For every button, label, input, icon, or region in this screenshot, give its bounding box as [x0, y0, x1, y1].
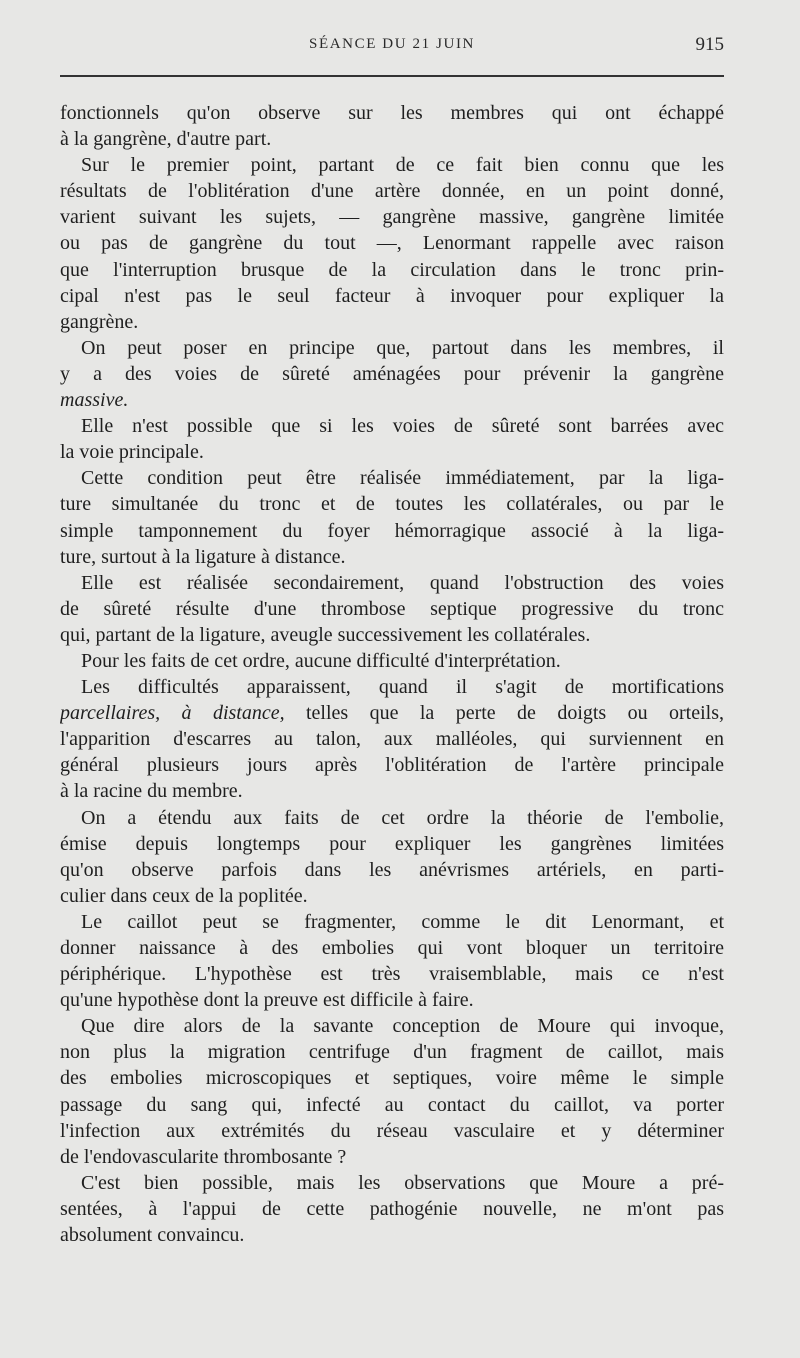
text-line: Les difficultés apparaissent, quand il s'agit de mortifications — [81, 676, 724, 699]
text-line: Elle n'est possible que si les voies de sûreté sont barrées avec — [81, 415, 724, 438]
text-line: général plusieurs jours après l'oblitération de l'artère principale — [60, 754, 724, 777]
text-line: absolument convaincu. — [60, 1224, 245, 1247]
text-line: C'est bien possible, mais les observations que Moure a pré- — [81, 1171, 724, 1194]
text-line: cipal n'est pas le seul facteur à invoquer pour expliquer la — [60, 284, 724, 307]
text-fragment: telles que la perte de doigts ou orteils, — [284, 702, 724, 725]
text-line: donner naissance à des embolies qui vont bloquer un territoire — [60, 937, 724, 959]
text-line: sentées, à l'appui de cette pathogénie nouvelle, ne m'ont pas — [60, 1197, 724, 1220]
text-line: Elle est réalisée secondairement, quand l'obstruction des voies — [81, 571, 724, 594]
text-line: ture simultanée du tronc et de toutes les collatérales, ou par le — [60, 493, 724, 516]
text-line: résultats de l'oblitération d'une artère donnée, en un point donné, — [60, 180, 724, 203]
header-rule — [60, 75, 724, 77]
text-line: l'apparition d'escarres au talon, aux malléoles, qui surviennent en — [60, 728, 724, 751]
text-line: Sur le premier point, partant de ce fait bien connu que les — [81, 154, 724, 177]
text-line: culier dans ceux de la poplitée. — [60, 884, 308, 907]
text-line: non plus la migration centrifuge d'un fragment de caillot, mais — [60, 1041, 724, 1064]
text-line: qui, partant de la ligature, aveugle successivement les collatérales. — [60, 623, 591, 646]
text-line: qu'une hypothèse dont la preuve est difficile à faire. — [60, 989, 474, 1012]
text-line: On a étendu aux faits de cet ordre la théorie de l'embolie, — [81, 806, 724, 829]
text-line: On peut poser en principe que, partout dans les membres, il — [81, 336, 724, 359]
running-title: SÉANCE DU 21 JUIN — [309, 36, 475, 52]
page-number: 915 — [695, 34, 724, 55]
text-line: de l'endovascularite thrombosante ? — [60, 1145, 347, 1168]
text-line: qu'on observe parfois dans les anévrismes artériels, en parti- — [60, 858, 724, 881]
text-line: que l'interruption brusque de la circulation dans le tronc prin- — [60, 258, 724, 281]
text-line: ture, surtout à la ligature à distance. — [60, 545, 346, 568]
text-line: l'infection aux extrémités du réseau vasculaire et y déterminer — [60, 1119, 724, 1142]
italic-phrase: parcellaires, à distance, — [60, 702, 285, 725]
text-line: périphérique. L'hypothèse est très vraisemblable, mais ce n'est — [60, 963, 724, 986]
text-line: Que dire alors de la savante conception de Moure qui invoque, — [81, 1015, 724, 1038]
text-line: Cette condition peut être réalisée immédiatement, par la liga- — [81, 467, 724, 490]
text-line: y a des voies de sûreté aménagées pour prévenir la gangrène — [60, 362, 724, 385]
text-line: des embolies microscopiques et septiques, voire même le simple — [60, 1067, 724, 1090]
text-line: ou pas de gangrène du tout —, Lenormant rappelle avec raison — [60, 232, 724, 255]
text-line: gangrène. — [60, 310, 139, 333]
text-line: de sûreté résulte d'une thrombose septique progressive du tronc — [60, 597, 724, 620]
body-text — [60, 100, 724, 1248]
text-line: passage du sang qui, infecté au contact du caillot, va porter — [60, 1093, 724, 1116]
text-line: à la gangrène, d'autre part. — [60, 128, 272, 151]
text-line: varient suivant les sujets, — gangrène massive, gangrène limitée — [60, 206, 724, 229]
text-line: Le caillot peut se fragmenter, comme le dit Lenormant, et — [81, 910, 724, 933]
text-line — [60, 700, 724, 726]
text-line: Pour les faits de cet ordre, aucune difficulté d'interprétation. — [81, 649, 561, 672]
text-line: à la racine du membre. — [60, 780, 243, 803]
text-line: émise depuis longtemps pour expliquer les gangrènes limitées — [60, 832, 724, 855]
text-line: massive. — [60, 389, 129, 412]
page-header — [60, 32, 724, 62]
text-line: la voie principale. — [60, 441, 204, 464]
text-line: fonctionnels qu'on observe sur les membres qui ont échappé — [60, 102, 724, 124]
text-line: simple tamponnement du foyer hémorragique associé à la liga- — [60, 519, 724, 542]
